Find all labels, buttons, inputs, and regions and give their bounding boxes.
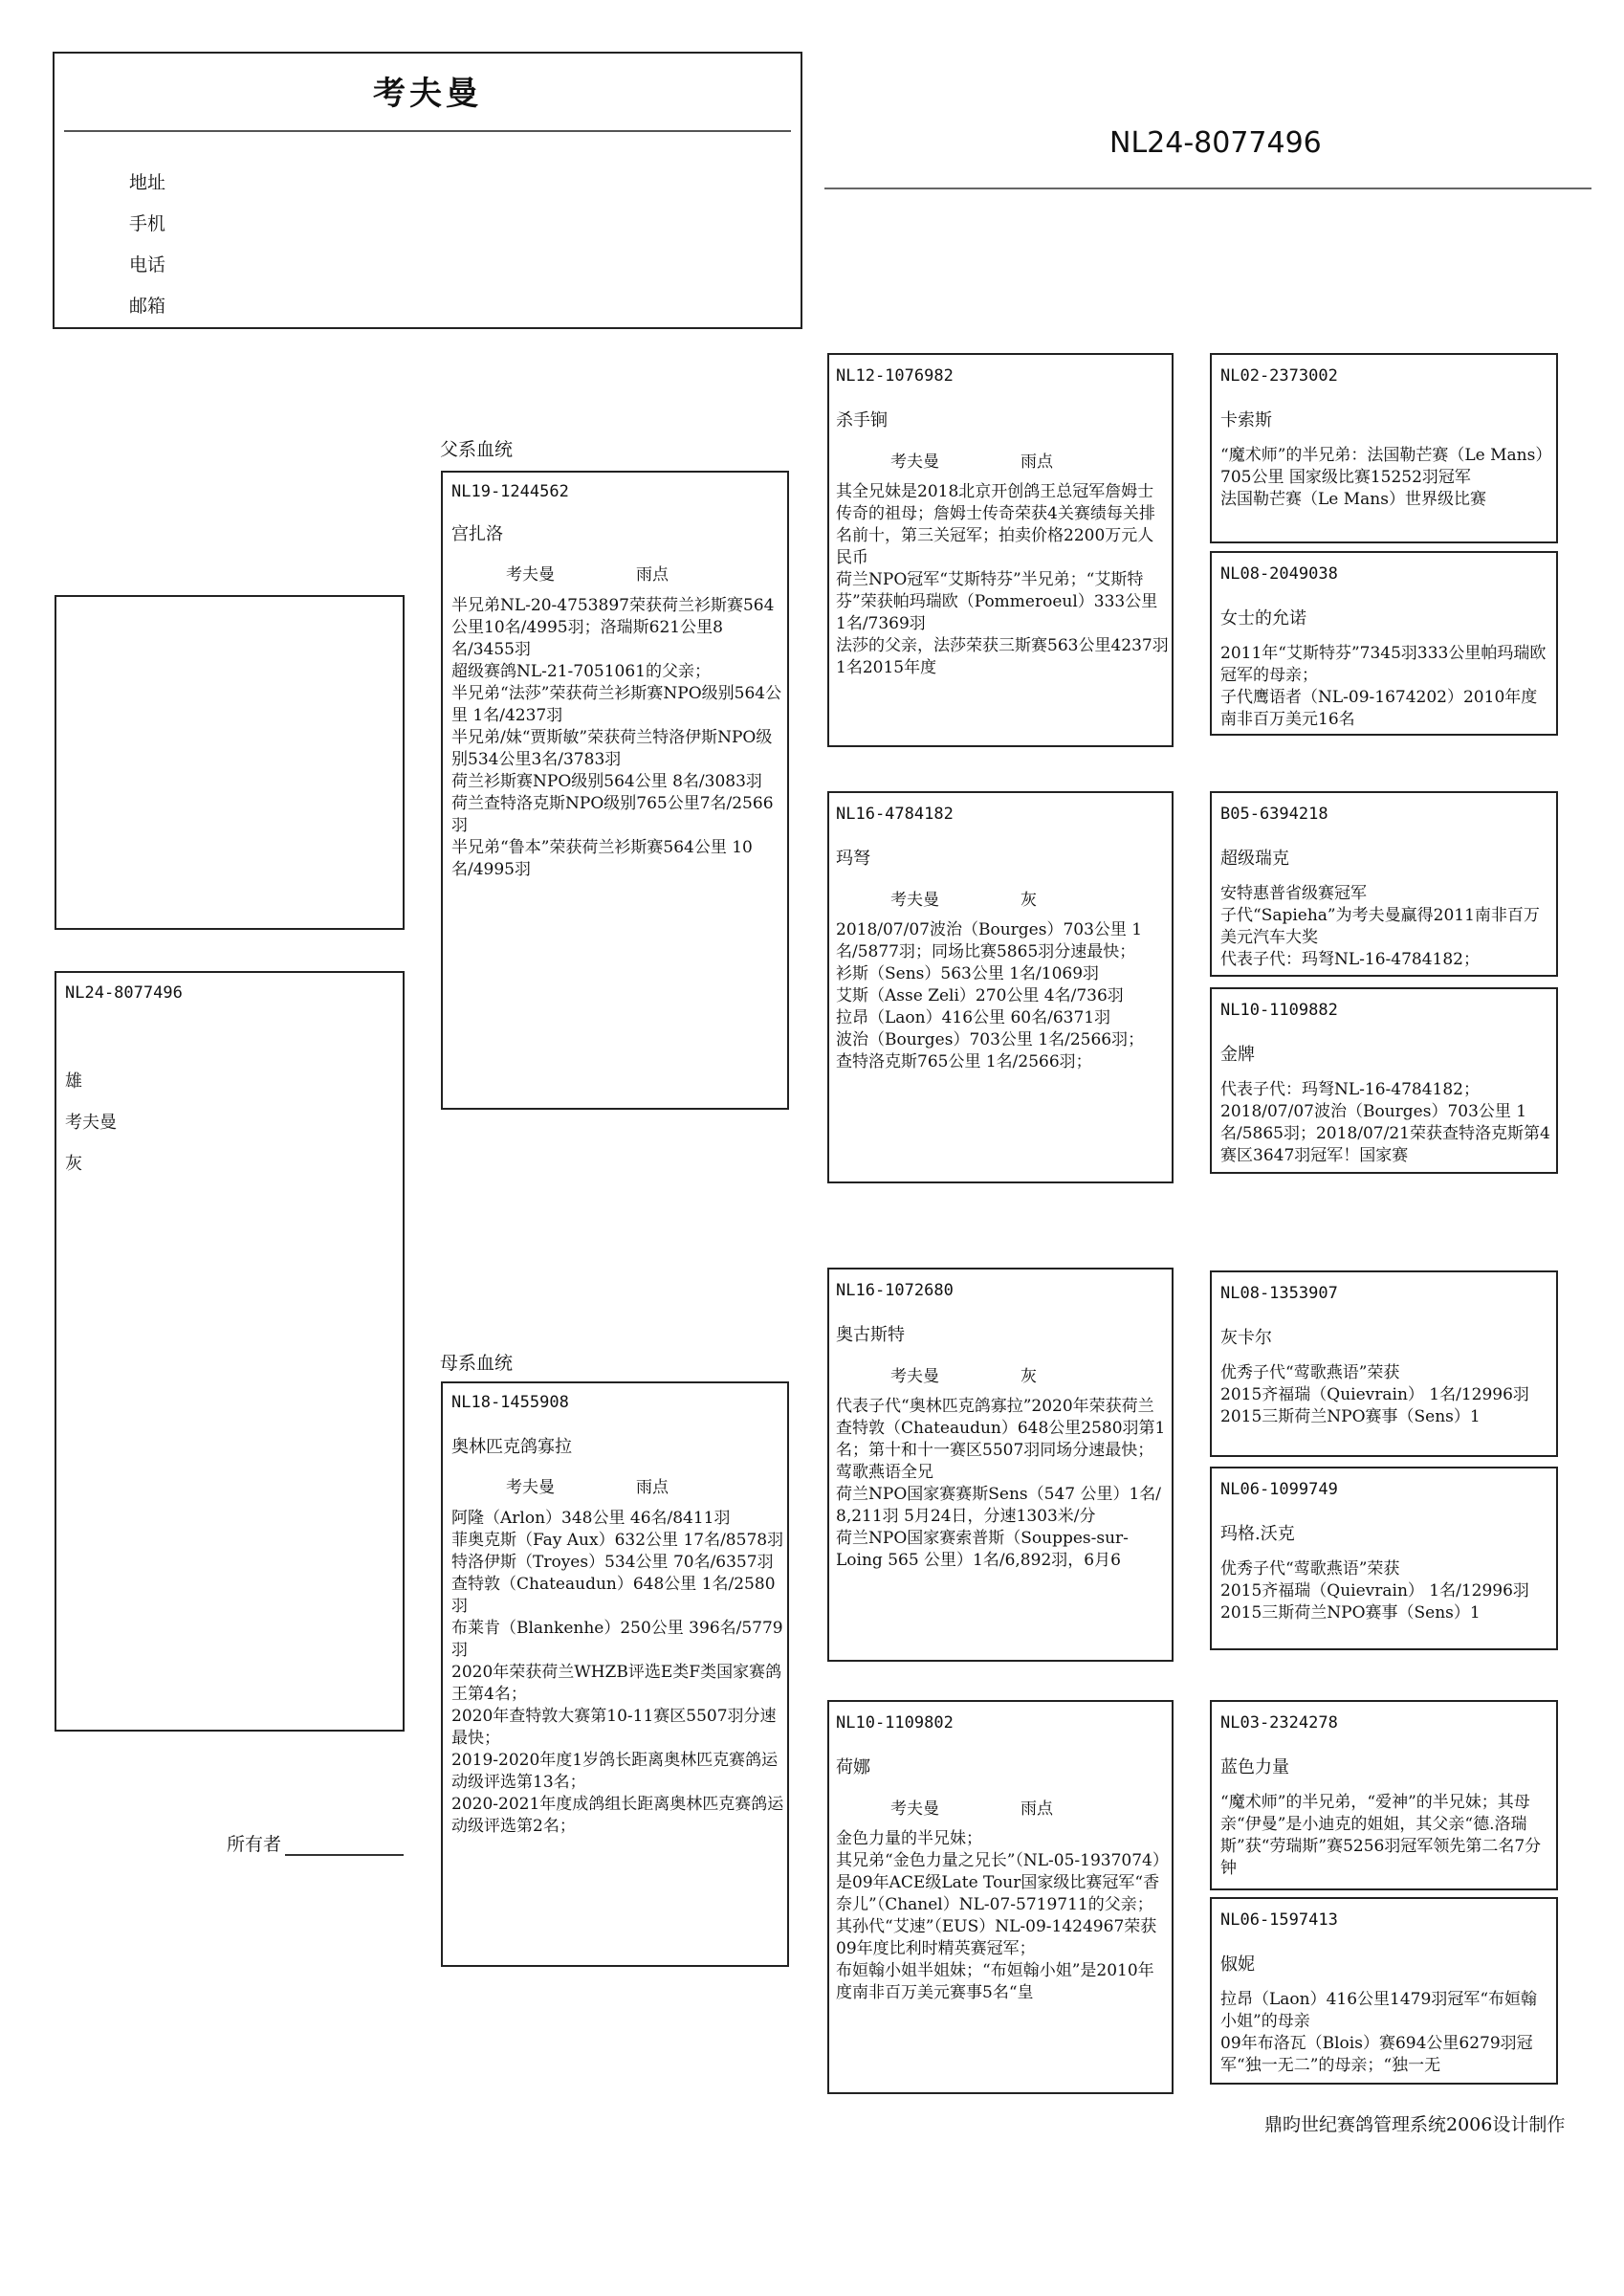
card-ring: NL08-1353907 [1220, 1284, 1338, 1303]
ancestor-card [1210, 987, 1558, 1174]
ancestor-card [1210, 1897, 1558, 2085]
sire-notes: 半兄弟NL-20-4753897荣获荷兰衫斯赛564公里10名/4995羽；洛瑞斯621公里8名/3455羽 超级赛鸽NL-21-7051061的父亲； 半兄弟“法莎”荣获荷兰衫斯赛NPO级别564公里 1名/4237羽 半兄弟/妹“贾斯敏”荣获荷兰特洛伊斯NPO级别534公里3名/3783羽 荷兰衫斯赛NPO级别564公里 8名/3083羽 荷兰查特洛克斯NPO级别765公里7名/2566羽 半兄弟“鲁本”荣获荷兰衫斯赛564公里 10名/4995羽 [451, 596, 782, 879]
dam-meta [506, 1473, 669, 1497]
card-ring: NL06-1099749 [1220, 1480, 1338, 1499]
card-breeder: 考夫曼 [890, 891, 939, 910]
card-notes: 金色力量的半兄妹； 其兄弟“金色力量之兄长”（NL-05-1937074）是09年ACE级Late Tour国家级比赛冠军“香奈儿”（Chanel）NL-07-5719711的父亲； 其孙代“艾速”（EUS）NL-09-1424967荣获09年度比利时精英赛冠军； 布姮翰小姐半姐妹；“布姮翰小姐”是2010年度南非百万美元赛事5名“皇 [836, 1829, 1169, 2002]
pedigree-card-sire-sire [827, 353, 1174, 747]
card-name: 俶妮 [1220, 1954, 1255, 1975]
sire-card [441, 471, 789, 1110]
card-ring: NL08-2049038 [1220, 564, 1338, 584]
card-meta [890, 1795, 1053, 1819]
card-name: 蓝色力量 [1220, 1757, 1289, 1777]
card-breeder: 考夫曼 [890, 453, 939, 472]
card-ring: NL06-1597413 [1220, 1910, 1338, 1930]
card-ring: NL02-2373002 [1220, 366, 1338, 386]
card-name: 卡索斯 [1220, 410, 1272, 430]
card-notes: “魔术师”的半兄弟，“爱神”的半兄妹；其母亲“伊曼”是小迪克的姐姐，其父亲“德.洛瑞斯”获“劳瑞斯”赛5256羽冠军领先第二名7分钟 [1220, 1793, 1542, 1878]
pedigree-card-sire-dam [827, 791, 1174, 1183]
card-color: 灰 [1020, 1367, 1037, 1386]
card-name: 杀手锏 [836, 410, 888, 430]
ancestor-card [1210, 1270, 1558, 1457]
sire-ring: NL19-1244562 [451, 482, 569, 501]
sire-meta [506, 561, 669, 585]
ancestor-card [1210, 1467, 1558, 1650]
pedigree-card-dam-dam [827, 1700, 1174, 2094]
card-name: 女士的允诺 [1220, 608, 1306, 629]
owner-label: 所有者 [227, 1834, 282, 1855]
card-name: 金牌 [1220, 1045, 1255, 1065]
card-name: 荷娜 [836, 1757, 870, 1777]
subject-card [55, 971, 405, 1732]
sire-breeder: 考夫曼 [506, 565, 555, 585]
pedigree-card-dam-sire [827, 1268, 1174, 1662]
sire-color: 雨点 [636, 565, 669, 585]
card-ring: NL10-1109882 [1220, 1001, 1338, 1020]
header-divider [64, 130, 791, 132]
subject-sex: 雄 [65, 1071, 82, 1092]
subject-color: 灰 [65, 1154, 82, 1174]
card-name: 灰卡尔 [1220, 1328, 1272, 1348]
dam-breeder: 考夫曼 [506, 1478, 555, 1497]
breeder-header-box [53, 52, 802, 329]
ancestor-card [1210, 791, 1558, 977]
card-ring: NL12-1076982 [836, 366, 954, 386]
card-ring: B05-6394218 [1220, 805, 1328, 824]
photo-placeholder [55, 595, 405, 930]
main-ring-number: NL24-8077496 [1109, 126, 1322, 160]
sire-name: 宫扎洛 [451, 524, 503, 544]
card-color: 雨点 [1020, 1799, 1053, 1819]
ancestor-card [1210, 551, 1558, 736]
email-label: 邮箱 [129, 296, 166, 317]
card-meta [890, 1362, 1037, 1386]
mobile-label: 手机 [129, 213, 166, 234]
ancestor-card [1210, 353, 1558, 543]
dam-card [441, 1381, 789, 1967]
sire-section-label: 父系血统 [440, 439, 514, 460]
card-meta [890, 886, 1037, 910]
card-notes: “魔术师”的半兄弟：法国勒芒赛（Le Mans）705公里 国家级比赛15252羽冠军 法国勒芒赛（Le Mans）世界级比赛 [1220, 446, 1544, 509]
footer-credit: 鼎昀世纪赛鸽管理系统2006设计制作 [1264, 2114, 1566, 2135]
card-ring: NL16-1072680 [836, 1281, 954, 1300]
dam-notes: 阿隆（Arlon）348公里 46名/8411羽 菲奥克斯（Fay Aux）632公里 17名/8578羽 特洛伊斯（Troyes）534公里 70名/6357羽 查特敦（Chateaudun）648公里 1名/2580羽 布莱肯（Blankenhe）250公里 396名/5779羽 2020年荣获荷兰WHZB评选E类F类国家赛鸽王第4名； 2020年查特敦大赛第10-11赛区5507羽分速最快； 2019-2020年度1岁鸽长距离奥林匹克赛鸽运动级评选第13名； 2020-2021年度成鸽组长距离奥林匹克赛鸽运动级评选第2名； [451, 1509, 784, 1836]
card-ring: NL16-4784182 [836, 805, 954, 824]
dam-name: 奥林匹克鸽寡拉 [451, 1437, 572, 1457]
address-label: 地址 [129, 172, 166, 193]
card-notes: 拉昂（Laon）416公里1479羽冠军“布姮翰小姐”的母亲 09年布洛瓦（Blois）赛694公里6279羽冠军“独一无二”的母亲；“独一无 [1220, 1990, 1538, 2075]
dam-section-label: 母系血统 [440, 1353, 514, 1374]
card-color: 雨点 [1020, 453, 1053, 472]
card-color: 灰 [1020, 891, 1037, 910]
card-name: 奥古斯特 [836, 1325, 905, 1345]
card-ring: NL03-2324278 [1220, 1713, 1338, 1733]
card-name: 玛弩 [836, 849, 870, 869]
card-notes: 2011年“艾斯特芬”7345羽333公里帕玛瑞欧冠军的母亲； 子代鹰语者（NL-09-1674202）2010年度南非百万美元16名 [1220, 644, 1547, 729]
card-notes: 优秀子代“莺歌燕语”荣获 2015齐福瑞（Quievrain） 1名/12996羽 2015三斯荷兰NPO赛事（Sens）1 [1220, 1559, 1529, 1623]
subject-ring: NL24-8077496 [65, 983, 183, 1003]
card-notes: 优秀子代“莺歌燕语”荣获 2015齐福瑞（Quievrain） 1名/12996羽 2015三斯荷兰NPO赛事（Sens）1 [1220, 1363, 1529, 1426]
card-notes: 2018/07/07波治（Bourges）703公里 1名/5877羽；同场比赛5865羽分速最快； 衫斯（Sens）563公里 1名/1069羽 艾斯（Asse Zeli）270公里 4名/736羽 拉昂（Laon）416公里 60名/6371羽 波治（Bourges）703公里 1名/2566羽； 查特洛克斯765公里 1名/2566羽； [836, 920, 1145, 1071]
card-meta [890, 448, 1053, 472]
dam-color: 雨点 [636, 1478, 669, 1497]
breeder-name-title: 考夫曼 [373, 75, 482, 113]
ancestor-card [1210, 1700, 1558, 1890]
card-name: 玛格.沃克 [1220, 1524, 1295, 1544]
top-right-rule [824, 188, 1591, 189]
card-notes: 安特惠普省级赛冠军 子代“Sapieha”为考夫曼赢得2011南非百万美元汽车大奖 代表子代：玛弩NL-16-4784182； [1220, 884, 1540, 969]
card-notes: 其全兄妹是2018北京开创鸽王总冠军詹姆士传奇的祖母；詹姆士传奇荣获4关赛绩每关排名前十，第三关冠军；拍卖价格2200万元人民币 荷兰NPO冠军“艾斯特芬”半兄弟；“艾斯特芬”荣获帕玛瑞欧（Pommeroeul）333公里 1名/7369羽 法莎的父亲，法莎荣获三斯赛563公里4237羽1名2015年度 [836, 482, 1169, 677]
subject-breeder: 考夫曼 [65, 1113, 117, 1133]
dam-ring: NL18-1455908 [451, 1393, 569, 1412]
card-notes: 代表子代：玛弩NL-16-4784182； 2018/07/07波治（Bourges）703公里 1名/5865羽；2018/07/21荣获查特洛克斯第4赛区3647羽冠军！国家赛 [1220, 1080, 1550, 1165]
card-ring: NL10-1109802 [836, 1713, 954, 1733]
card-name: 超级瑞克 [1220, 849, 1289, 869]
card-breeder: 考夫曼 [890, 1367, 939, 1386]
owner-line [285, 1854, 404, 1856]
card-notes: 代表子代“奥林匹克鸽寡拉”2020年荣获荷兰查特敦（Chateaudun）648公里2580羽第1名；第十和十一赛区5507羽同场分速最快； 莺歌燕语全兄 荷兰NPO国家赛赛斯Sens（547 公里）1名/ 8,211羽 5月24日，分速1303米/分 荷兰NPO国家赛索普斯（Souppes-sur-Loing 565 公里）1名/6,892羽，6月6 [836, 1397, 1166, 1570]
phone-label: 电话 [129, 254, 166, 276]
card-breeder: 考夫曼 [890, 1799, 939, 1819]
